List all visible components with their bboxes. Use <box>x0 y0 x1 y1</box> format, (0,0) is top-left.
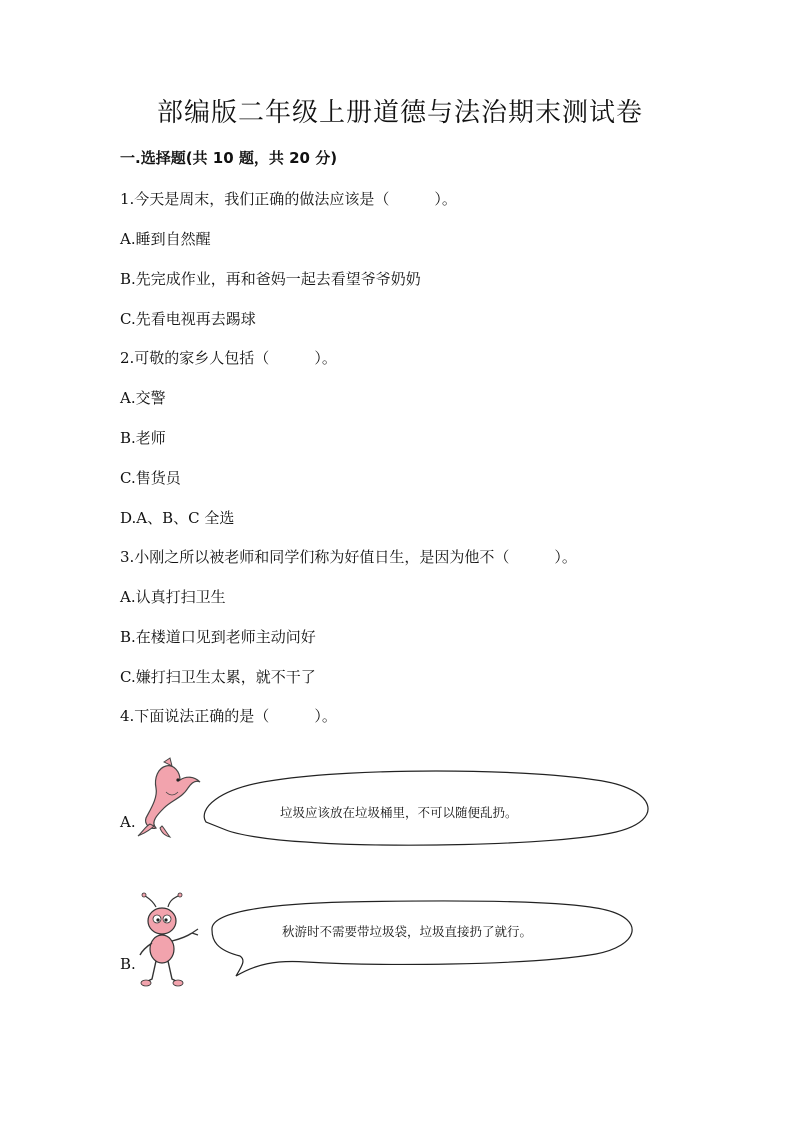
question-3-option-b: B.在楼道口见到老师主动问好 <box>120 628 316 646</box>
ant-illustration <box>138 893 202 989</box>
question-4-option-a-letter: A. <box>120 813 136 831</box>
speech-bubble-a-text: 垃圾应该放在垃圾桶里，不可以随便乱扔。 <box>280 805 518 820</box>
question-2-option-a: A.交警 <box>120 389 166 407</box>
question-1-stem: 1.今天是周末，我们正确的做法应该是（ ）。 <box>120 190 457 208</box>
question-2-option-d: D.A、B、C 全选 <box>120 509 235 527</box>
question-1-option-a: A.睡到自然醒 <box>120 230 211 248</box>
question-2-option-c: C.售货员 <box>120 469 181 487</box>
question-1-option-b: B.先完成作业，再和爸妈一起去看望爷爷奶奶 <box>120 270 421 288</box>
speech-bubble-b <box>206 900 636 980</box>
question-3-option-a: A.认真打扫卫生 <box>120 588 226 606</box>
question-2-stem: 2.可敬的家乡人包括（ ）。 <box>120 349 337 367</box>
question-2-option-b: B.老师 <box>120 429 166 447</box>
question-1-option-c: C.先看电视再去踢球 <box>120 310 256 328</box>
question-3-option-c: C.嫌打扫卫生太累，就不干了 <box>120 668 316 686</box>
question-4-stem: 4.下面说法正确的是（ ）。 <box>120 707 337 725</box>
section-heading: 一.选择题(共 10 题，共 20 分) <box>120 149 338 167</box>
question-4-option-b-letter: B. <box>120 955 136 973</box>
question-3-stem: 3.小刚之所以被老师和同学们称为好值日生，是因为他不（ ）。 <box>120 548 577 566</box>
page-title: 部编版二年级上册道德与法治期末测试卷 <box>156 98 643 128</box>
speech-bubble-b-text: 秋游时不需要带垃圾袋，垃圾直接扔了就行。 <box>282 924 533 939</box>
